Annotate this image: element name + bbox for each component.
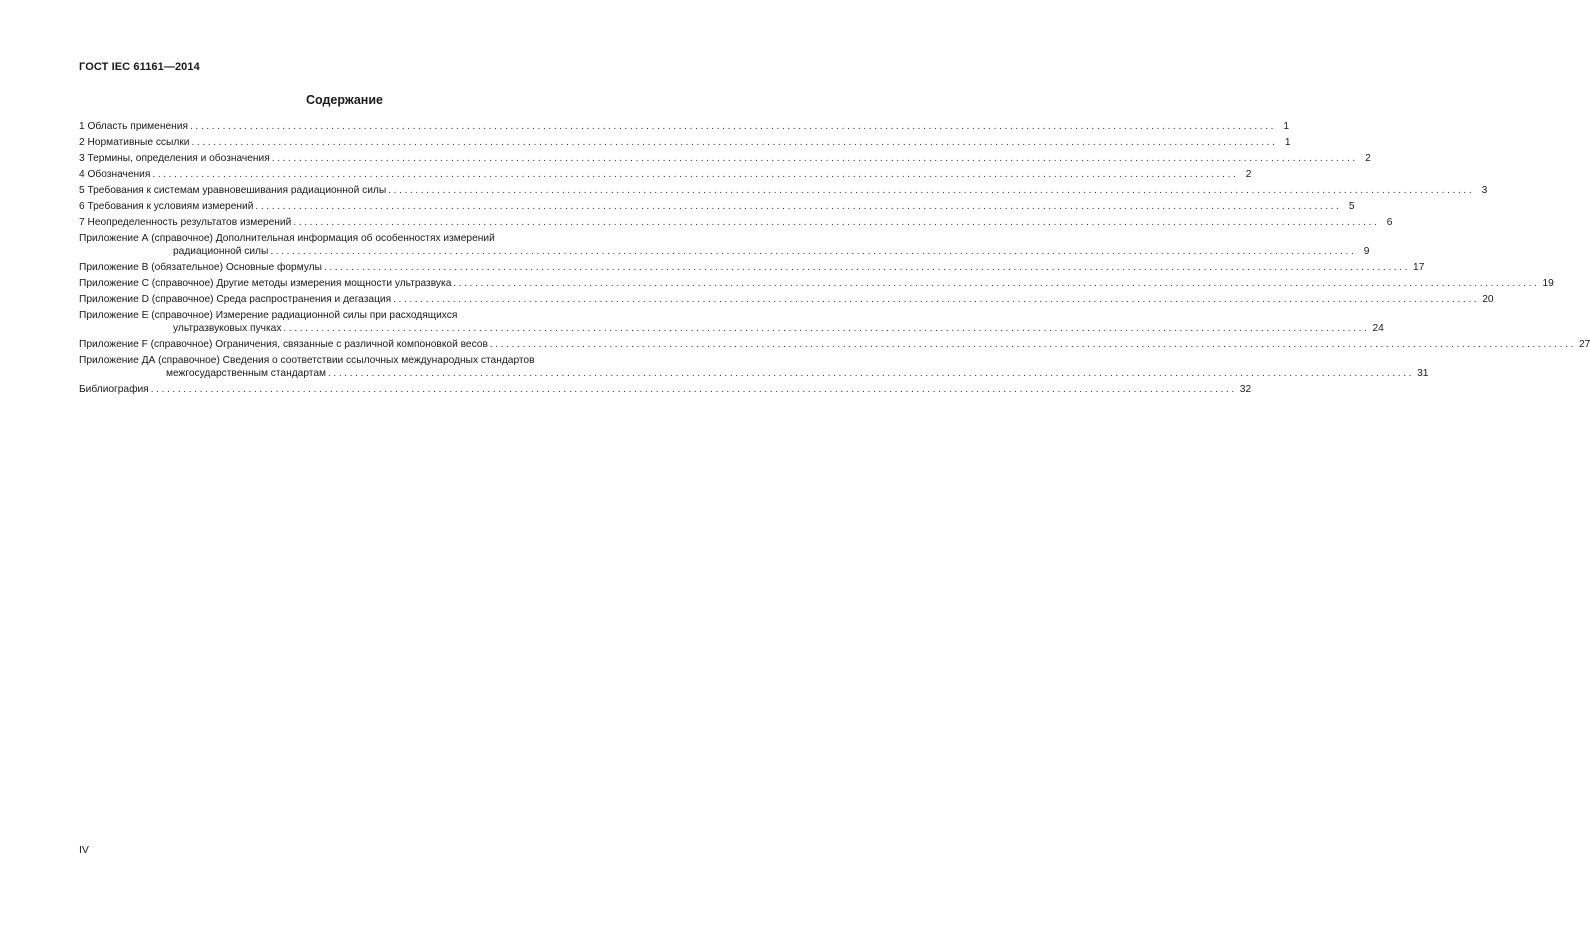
dot-leader: ........................................................................................................................................................................................................ bbox=[189, 121, 1277, 132]
dot-leader: ........................................................................................................................................................................................................ bbox=[393, 294, 1480, 305]
dot-leader: ........................................................................................................................................................................................................ bbox=[328, 368, 1415, 379]
toc-entry-text: Приложение D (справочное) Среда распространения и дегазация bbox=[79, 294, 392, 305]
toc-entry-appendix-f[interactable] bbox=[79, 338, 1590, 351]
toc-entry-text: 7 Неопределенность результатов измерений bbox=[79, 217, 292, 228]
toc-page-number: 2 bbox=[1245, 169, 1252, 180]
toc-line bbox=[79, 261, 1425, 274]
toc-line bbox=[79, 136, 1291, 149]
toc-line bbox=[79, 152, 1371, 165]
toc-page-number: 3 bbox=[1481, 185, 1488, 196]
document-code: ГОСТ IEC 61161—2014 bbox=[79, 61, 200, 73]
toc-line bbox=[79, 184, 1488, 197]
toc-entry-text: 3 Термины, определения и обозначения bbox=[79, 153, 270, 164]
page-number: IV bbox=[79, 844, 89, 856]
toc-entry-text: Приложение ДА (справочное) Сведения о соответствии ссылочных международных стандартов bbox=[79, 355, 535, 366]
toc-entry-appendix-b[interactable] bbox=[79, 261, 1425, 274]
toc-entry-2[interactable] bbox=[79, 136, 1291, 149]
toc-line bbox=[79, 293, 1494, 306]
toc-entry-text: 4 Обозначения bbox=[79, 169, 151, 180]
toc-entry-text: 6 Требования к условиям измерений bbox=[79, 201, 254, 212]
toc-entry-6[interactable] bbox=[79, 200, 1355, 213]
toc-entry-7[interactable] bbox=[79, 216, 1393, 229]
toc-page-number: 19 bbox=[1542, 278, 1554, 289]
toc-line bbox=[79, 309, 614, 322]
toc-page-number: 1 bbox=[1284, 137, 1291, 148]
toc-page-number: 27 bbox=[1578, 339, 1590, 350]
toc-entry-text: Библиография bbox=[79, 384, 149, 395]
toc-entry-text: Приложение Е (справочное) Измерение радиационной силы при расходящихся bbox=[79, 310, 458, 321]
toc-page-number: 24 bbox=[1372, 323, 1384, 334]
dot-leader: ........................................................................................................................................................................................................ bbox=[255, 201, 1342, 212]
toc-line bbox=[79, 216, 1393, 229]
dot-leader: ........................................................................................................................................................................................................ bbox=[152, 169, 1239, 180]
dot-leader: ........................................................................................................................................................................................................ bbox=[150, 384, 1237, 395]
dot-leader: ........................................................................................................................................................................................................ bbox=[271, 153, 1358, 164]
toc-line bbox=[79, 200, 1355, 213]
toc-entry-appendix-a[interactable] bbox=[79, 232, 1370, 258]
toc-page-number: 5 bbox=[1348, 201, 1355, 212]
toc-entry-text: межгосударственным стандартам bbox=[166, 368, 326, 379]
toc-entry-text: радиационной силы bbox=[173, 246, 269, 257]
toc-entry-appendix-d[interactable] bbox=[79, 293, 1494, 306]
dot-leader: ........................................................................................................................................................................................................ bbox=[323, 262, 1411, 273]
toc-page-number: 2 bbox=[1365, 153, 1371, 164]
toc-line bbox=[79, 232, 614, 245]
dot-leader: ........................................................................................................................................................................................................ bbox=[270, 246, 1357, 257]
toc-entry-text: 2 Нормативные ссылки bbox=[79, 137, 190, 148]
toc-entry-appendix-da[interactable] bbox=[79, 354, 1429, 380]
toc-page-number: 17 bbox=[1413, 262, 1425, 273]
toc-page-number: 9 bbox=[1363, 246, 1370, 257]
toc-line bbox=[79, 338, 1590, 351]
toc-line bbox=[79, 120, 1290, 133]
toc-page-number: 32 bbox=[1239, 384, 1252, 395]
dot-leader: ........................................................................................................................................................................................................ bbox=[283, 323, 1370, 334]
toc-line-continuation bbox=[79, 367, 1429, 380]
dot-leader: ........................................................................................................................................................................................................ bbox=[293, 217, 1380, 228]
toc-page-number: 31 bbox=[1417, 368, 1429, 379]
toc-entry-text: Приложение В (обязательное) Основные формулы bbox=[79, 262, 322, 273]
toc-entry-text: ультразвуковых пучках bbox=[173, 323, 282, 334]
table-of-contents bbox=[79, 120, 1590, 399]
toc-entry-bibliography[interactable] bbox=[79, 383, 1252, 396]
toc-line-continuation bbox=[79, 245, 1370, 258]
toc-entry-text: 5 Требования к системам уравновешивания радиационной силы bbox=[79, 185, 387, 196]
toc-page-number: 6 bbox=[1386, 217, 1393, 228]
toc-page-number: 1 bbox=[1283, 121, 1290, 132]
dot-leader: ........................................................................................................................................................................................................ bbox=[191, 137, 1278, 148]
dot-leader: ........................................................................................................................................................................................................ bbox=[453, 278, 1540, 289]
toc-entry-text: Приложение А (справочное) Дополнительная информация об особенностях измерений bbox=[79, 233, 495, 244]
toc-line bbox=[79, 168, 1252, 181]
toc-entry-4[interactable] bbox=[79, 168, 1252, 181]
toc-page-number: 20 bbox=[1482, 294, 1494, 305]
toc-entry-1[interactable] bbox=[79, 120, 1290, 133]
toc-entry-text: Приложение С (справочное) Другие методы измерения мощности ультразвука bbox=[79, 278, 452, 289]
toc-entry-appendix-e[interactable] bbox=[79, 309, 1384, 335]
toc-line-continuation bbox=[79, 322, 1384, 335]
toc-line bbox=[79, 354, 614, 367]
toc-entry-3[interactable] bbox=[79, 152, 1371, 165]
dot-leader: ........................................................................................................................................................................................................ bbox=[388, 185, 1475, 196]
toc-entry-appendix-c[interactable] bbox=[79, 277, 1554, 290]
toc-entry-text: 1 Область применения bbox=[79, 121, 188, 132]
toc-line bbox=[79, 277, 1554, 290]
toc-entry-text: Приложение F (справочное) Ограничения, связанные с различной компоновкой весов bbox=[79, 339, 488, 350]
toc-title: Содержание bbox=[305, 93, 383, 107]
dot-leader: ........................................................................................................................................................................................................ bbox=[489, 339, 1576, 350]
toc-entry-5[interactable] bbox=[79, 184, 1488, 197]
toc-line bbox=[79, 383, 1252, 396]
